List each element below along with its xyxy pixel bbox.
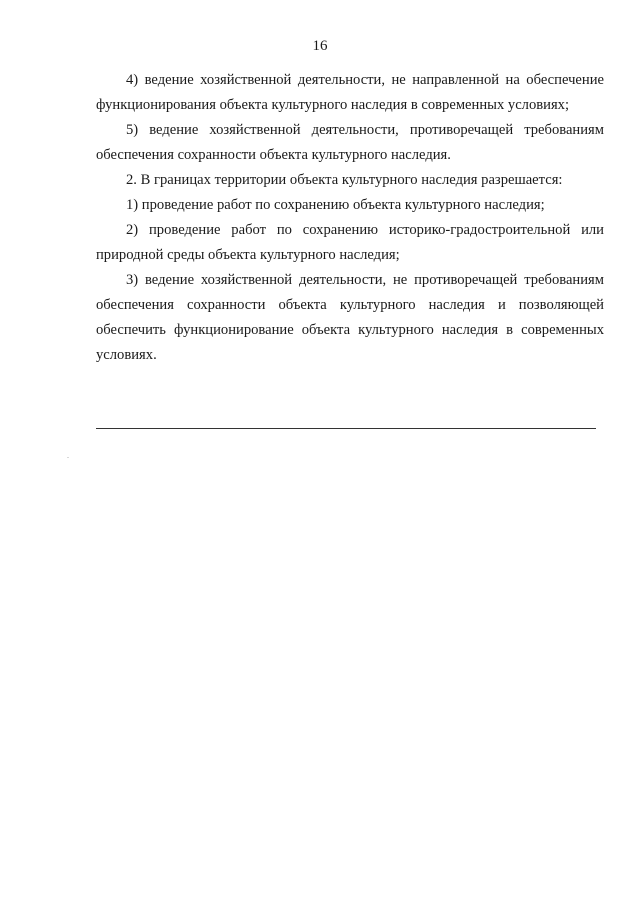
paragraph-allowed-1: 1) проведение работ по сохранению объекта культурного наследия; — [126, 197, 545, 213]
paragraph-allowed-3: 3) ведение хозяйственной деятельности, не противоречащей требованиям обеспечения сохранности объекта культурного наследия и позволяющей обеспечить функционирование объекта культурного наследия в современных условиях. — [96, 272, 604, 363]
page-number: 16 — [312, 38, 328, 54]
paragraph-item-4: 4) ведение хозяйственной деятельности, не направленной на обеспечение функционирования объекта культурного наследия в современных условиях; — [96, 72, 604, 113]
paragraph-section-2: 2. В границах территории объекта культурного наследия разрешается: — [126, 172, 563, 188]
closing-divider-line — [96, 428, 596, 429]
document-body — [96, 68, 604, 368]
scan-speck — [67, 457, 69, 458]
paragraph-allowed-2: 2) проведение работ по сохранению историко-градостроительной или природной среды объекта культурного наследия; — [96, 222, 604, 263]
paragraph-item-5: 5) ведение хозяйственной деятельности, противоречащей требованиям обеспечения сохранности объекта культурного наследия. — [96, 122, 604, 163]
